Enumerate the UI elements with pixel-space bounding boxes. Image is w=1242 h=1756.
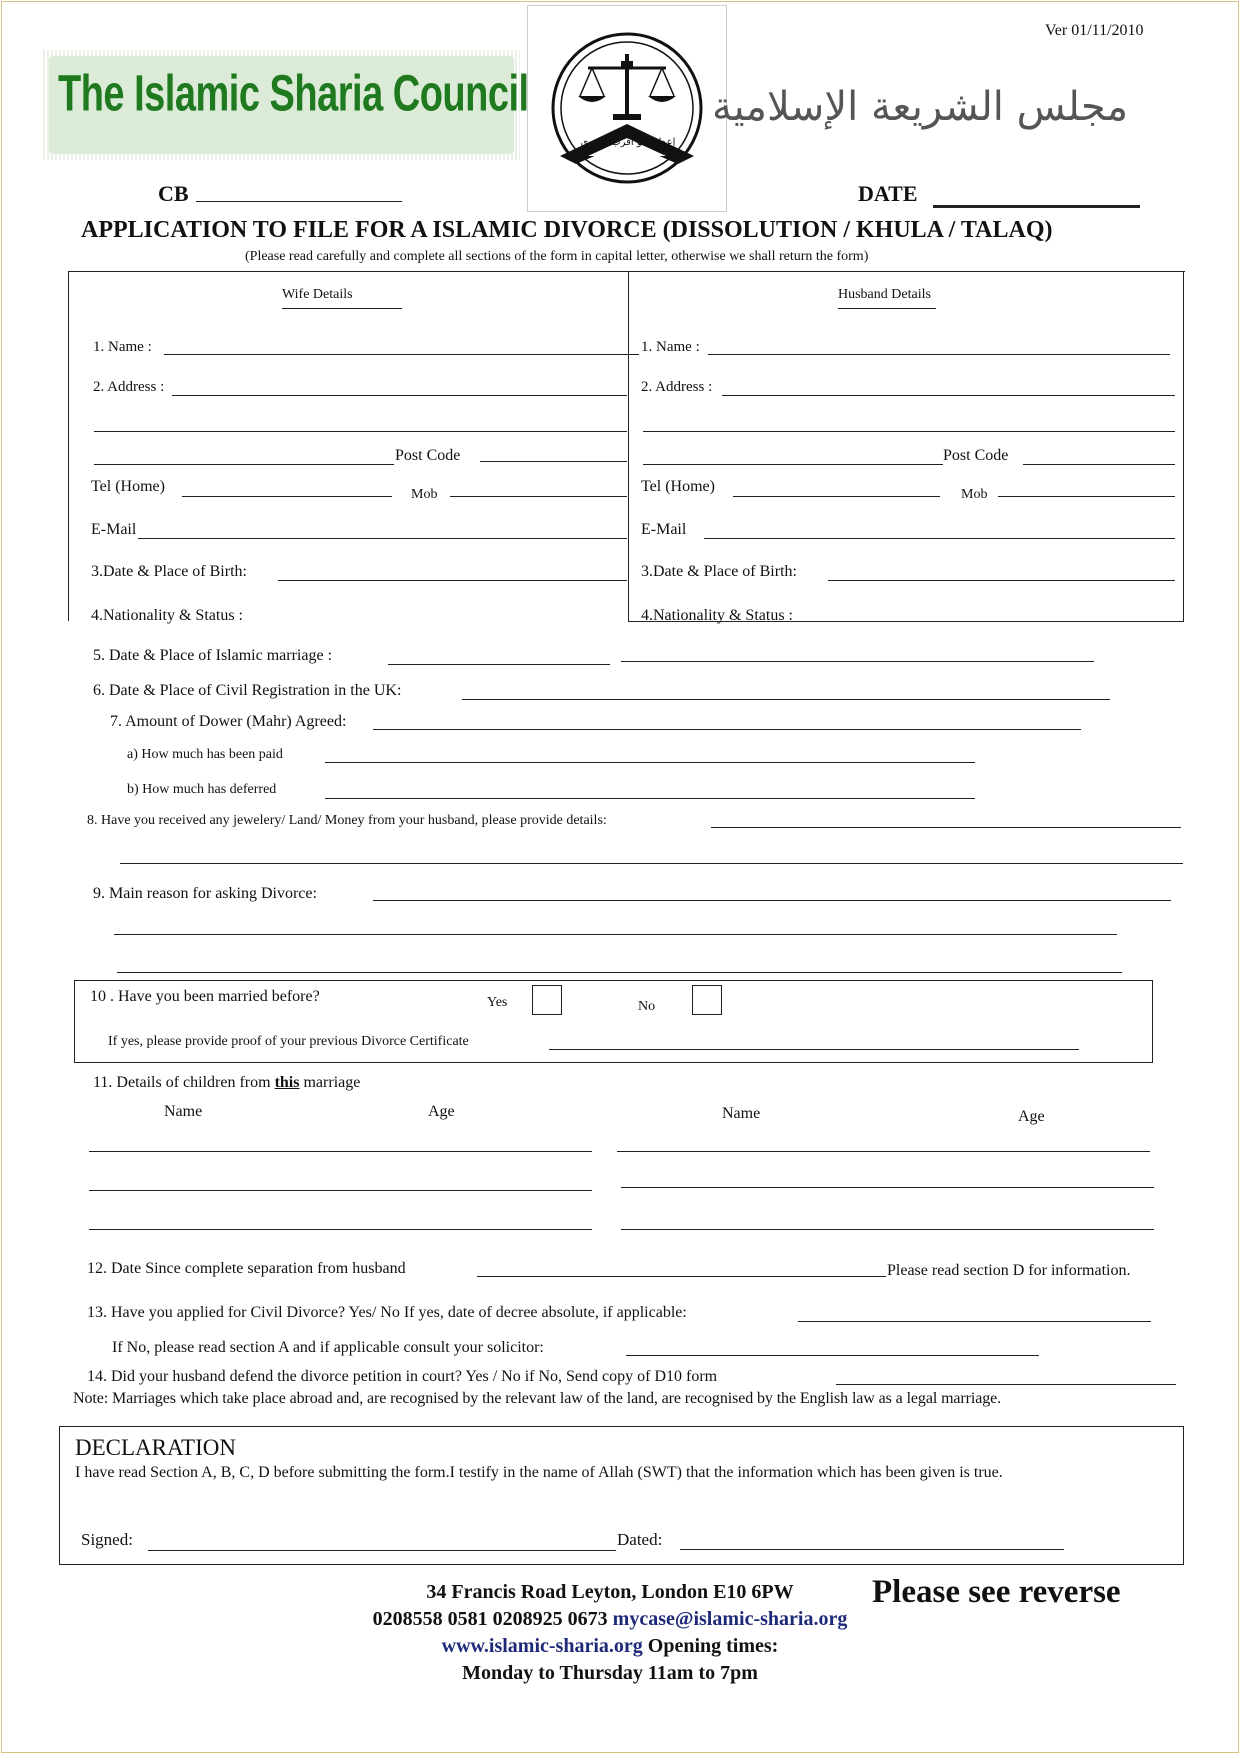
q11-emphasis: this bbox=[274, 1074, 300, 1091]
q14-label: 14. Did your husband defend the divorce petition in court? Yes / No if No, Send copy of D10 form bbox=[87, 1368, 718, 1385]
husband-postcode-field[interactable] bbox=[1023, 464, 1175, 465]
footer-opening-label: Opening times: bbox=[647, 1635, 779, 1657]
q5-field[interactable] bbox=[388, 664, 610, 665]
see-reverse: Please see reverse bbox=[872, 1574, 1121, 1610]
children-name-header: Name bbox=[164, 1103, 203, 1120]
date-field[interactable] bbox=[933, 205, 1140, 208]
signature-field[interactable] bbox=[148, 1550, 616, 1551]
q8-label: 8. Have you received any jewelery/ Land/ Money from your husband, please provide details: bbox=[87, 813, 607, 828]
q11-suffix: marriage bbox=[303, 1074, 361, 1091]
wife-tel-label: Tel (Home) bbox=[91, 478, 165, 495]
q10-no-label: No bbox=[638, 999, 656, 1014]
version-label: Ver 01/11/2010 bbox=[1045, 22, 1144, 39]
q9-field[interactable] bbox=[373, 900, 1171, 901]
logo-banner bbox=[43, 50, 529, 160]
q10-no-checkbox[interactable] bbox=[692, 985, 722, 1015]
wife-tel-field[interactable] bbox=[182, 496, 392, 497]
wife-mob-label: Mob bbox=[411, 487, 438, 502]
footer-email-link[interactable]: mycase@islamic-sharia.org bbox=[612, 1608, 848, 1630]
dated-field[interactable] bbox=[680, 1549, 1064, 1550]
q5-label: 5. Date & Place of Islamic marriage : bbox=[93, 647, 333, 664]
q7-label: 7. Amount of Dower (Mahr) Agreed: bbox=[110, 713, 347, 730]
child-row-2-left[interactable] bbox=[89, 1190, 592, 1191]
q8-field-2[interactable] bbox=[120, 863, 1183, 864]
wife-address-field-3[interactable] bbox=[94, 464, 394, 465]
q10-question: 10 . Have you been married before? bbox=[90, 988, 320, 1005]
q11-prefix: 11. Details of children from bbox=[93, 1074, 271, 1091]
husband-name-field[interactable] bbox=[708, 354, 1170, 355]
instructions: (Please read carefully and complete all sections of the form in capital letter, otherwise we shall return the form) bbox=[245, 249, 869, 264]
q14-field[interactable] bbox=[836, 1384, 1176, 1385]
wife-email-field[interactable] bbox=[138, 538, 627, 539]
child-row-3-left[interactable] bbox=[89, 1229, 592, 1230]
husband-email-label: E-Mail bbox=[641, 521, 687, 538]
declaration-heading: DECLARATION bbox=[75, 1435, 236, 1460]
husband-mob-label: Mob bbox=[961, 487, 988, 502]
cb-field[interactable] bbox=[196, 201, 402, 202]
q9-field-2[interactable] bbox=[114, 934, 1117, 935]
q5-field-2[interactable] bbox=[621, 661, 1094, 662]
q9-label: 9. Main reason for asking Divorce: bbox=[93, 885, 317, 902]
seal-logo bbox=[527, 5, 727, 212]
wife-email-label: E-Mail bbox=[91, 521, 137, 538]
child-row-2-right[interactable] bbox=[621, 1187, 1154, 1188]
signed-label: Signed: bbox=[81, 1530, 133, 1549]
q10-followup-field[interactable] bbox=[549, 1049, 1079, 1050]
wife-dob-label: 3.Date & Place of Birth: bbox=[91, 563, 247, 580]
wife-dob-field[interactable] bbox=[278, 580, 627, 581]
q7a-label: a) How much has been paid bbox=[127, 747, 283, 762]
wife-postcode-field[interactable] bbox=[480, 461, 627, 462]
child-row-3-right[interactable] bbox=[621, 1229, 1154, 1230]
footer-hours: Monday to Thursday 11am to 7pm bbox=[462, 1662, 758, 1684]
dated-label: Dated: bbox=[617, 1530, 663, 1549]
husband-address-field[interactable] bbox=[722, 395, 1175, 396]
wife-name-field[interactable] bbox=[164, 354, 639, 355]
footer-web-line bbox=[360, 1633, 860, 1660]
wife-address-field-2[interactable] bbox=[94, 431, 627, 432]
scales-icon bbox=[528, 6, 726, 211]
q7-field[interactable] bbox=[373, 729, 1081, 730]
declaration-text: I have read Section A, B, C, D before submitting the form.I testify in the name of Allah (SWT) that the information which has been given is true. bbox=[75, 1464, 1003, 1481]
husband-nationality-label: 4.Nationality & Status : bbox=[641, 607, 793, 624]
q13-followup: If No, please read section A and if applicable consult your solicitor: bbox=[112, 1339, 544, 1356]
child-row-1-left[interactable] bbox=[89, 1151, 592, 1152]
form-title: APPLICATION TO FILE FOR A ISLAMIC DIVORCE (DISSOLUTION / KHULA / TALAQ) bbox=[81, 217, 1053, 243]
q13-followup-field[interactable] bbox=[626, 1355, 1039, 1356]
children-age-header-2: Age bbox=[1018, 1108, 1045, 1125]
wife-postcode-label: Post Code bbox=[395, 447, 461, 464]
q13-label: 13. Have you applied for Civil Divorce? Yes/ No If yes, date of decree absolute, if applicable: bbox=[87, 1304, 687, 1321]
husband-dob-field[interactable] bbox=[828, 580, 1175, 581]
husband-address-field-3[interactable] bbox=[643, 464, 943, 465]
q9-field-3[interactable] bbox=[117, 972, 1122, 973]
husband-name-label: 1. Name : bbox=[641, 339, 700, 355]
husband-tel-field[interactable] bbox=[733, 496, 940, 497]
q6-label: 6. Date & Place of Civil Registration in the UK: bbox=[93, 682, 402, 699]
children-age-header: Age bbox=[428, 1103, 455, 1120]
child-row-1-right[interactable] bbox=[617, 1151, 1150, 1152]
footer-address: 34 Francis Road Leyton, London E10 6PW bbox=[426, 1581, 794, 1603]
footer-phones-email bbox=[360, 1606, 860, 1633]
q12-label: 12. Date Since complete separation from husband bbox=[87, 1260, 406, 1277]
q13-field[interactable] bbox=[798, 1321, 1151, 1322]
wife-address-field[interactable] bbox=[172, 395, 627, 396]
q7b-field[interactable] bbox=[325, 798, 975, 799]
wife-heading: Wife Details bbox=[282, 287, 402, 309]
wife-address-label: 2. Address : bbox=[93, 379, 165, 395]
footer-contact bbox=[360, 1579, 860, 1687]
q7a-field[interactable] bbox=[325, 762, 975, 763]
q7b-label: b) How much has deferred bbox=[127, 782, 277, 797]
q10-yes-label: Yes bbox=[487, 995, 508, 1010]
husband-tel-label: Tel (Home) bbox=[641, 478, 715, 495]
seal-text: إعدلوا هو أقرب للتقوى bbox=[580, 137, 676, 148]
english-name: The Islamic Sharia Council bbox=[58, 66, 529, 123]
q11-label bbox=[93, 1074, 360, 1092]
wife-name-label: 1. Name : bbox=[93, 339, 152, 355]
husband-mob-field[interactable] bbox=[998, 496, 1175, 497]
children-name-header-2: Name bbox=[722, 1105, 761, 1122]
husband-heading: Husband Details bbox=[838, 287, 936, 309]
arabic-name: مجلس الشريعة الإسلامية bbox=[712, 84, 1129, 130]
q8-field[interactable] bbox=[711, 827, 1181, 828]
husband-address-field-2[interactable] bbox=[643, 431, 1175, 432]
footer-website-link[interactable]: www.islamic-sharia.org bbox=[441, 1635, 643, 1657]
q10-yes-checkbox[interactable] bbox=[532, 985, 562, 1015]
wife-mob-field[interactable] bbox=[450, 496, 627, 497]
wife-nationality-label: 4.Nationality & Status : bbox=[91, 607, 243, 624]
q12-note: Please read section D for information. bbox=[887, 1262, 1131, 1279]
cb-label: CB bbox=[158, 181, 189, 206]
note: Note: Marriages which take place abroad and, are recognised by the relevant law of the land, are recognised by the English law as a legal marriage. bbox=[73, 1390, 1002, 1407]
q10-followup: If yes, please provide proof of your previous Divorce Certificate bbox=[108, 1034, 469, 1049]
husband-email-field[interactable] bbox=[704, 538, 1175, 539]
footer-phones: 0208558 0581 0208925 0673 bbox=[372, 1608, 608, 1630]
husband-dob-label: 3.Date & Place of Birth: bbox=[641, 563, 797, 580]
date-label: DATE bbox=[858, 181, 918, 206]
q6-field[interactable] bbox=[462, 699, 1110, 700]
husband-postcode-label: Post Code bbox=[943, 447, 1009, 464]
q12-field[interactable] bbox=[477, 1276, 886, 1277]
husband-address-label: 2. Address : bbox=[641, 379, 713, 395]
